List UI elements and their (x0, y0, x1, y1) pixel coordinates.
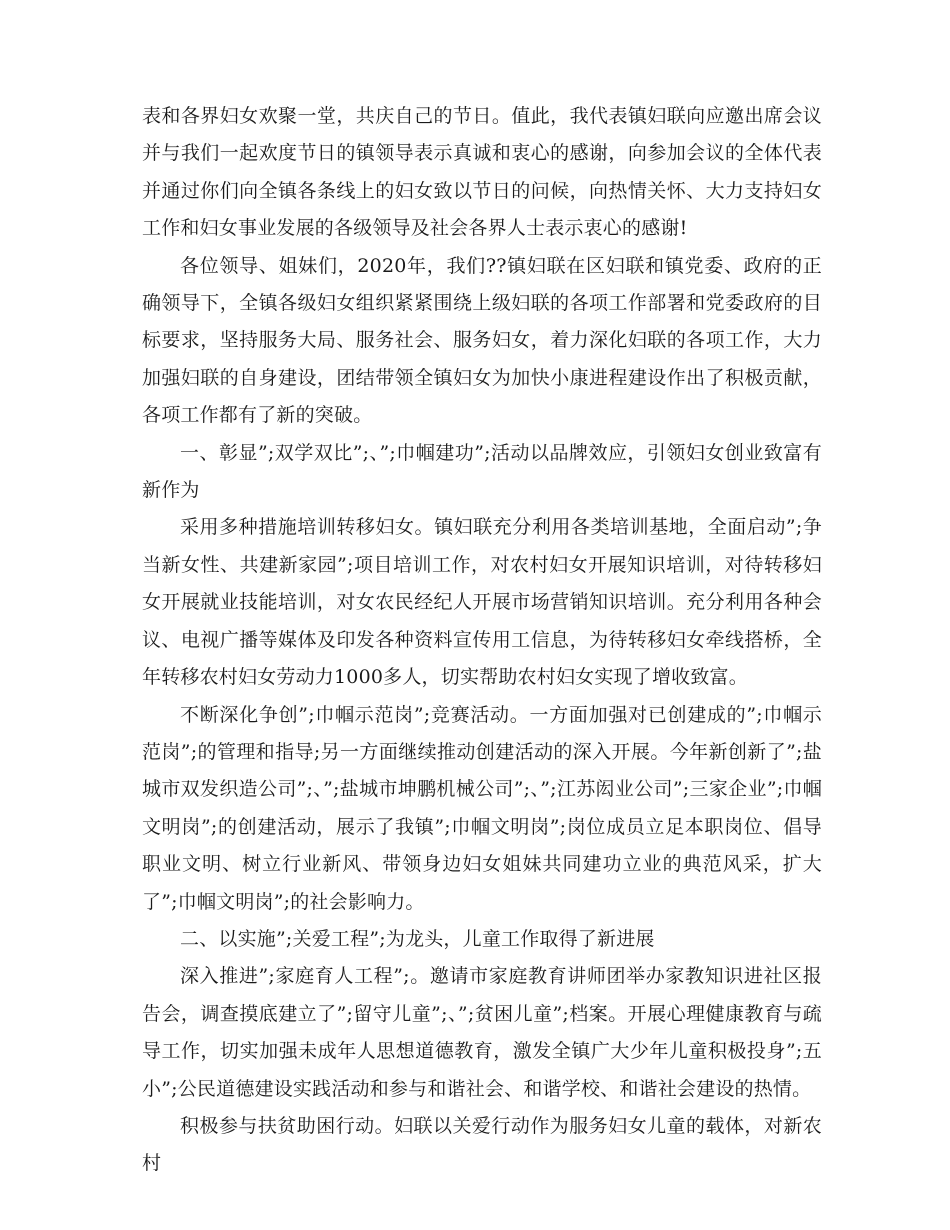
paragraph-training: 采用多种措施培训转移妇女。镇妇联充分利用各类培训基地，全面启动”;争当新女性、共建新家园”;项目培训工作，对农村妇女开展知识培训，对待转移妇女开展就业技能培训，对女农民经纪人开展市场营销知识培训。充分利用各种会议、电视广播等媒体及印发各种资料宣传用工信息，为待转移妇女牵线搭桥，全年转移农村妇女劳动力1000多人，切实帮助农村妇女实现了增收致富。 (142, 516, 822, 689)
paragraph-model-posts: 不断深化争创”;巾帼示范岗”;竞赛活动。一方面加强对已创建成的”;巾帼示范岗”;的管理和指导;另一方面继续推动创建活动的深入开展。今年新创新了”;盐城市双发织造公司”;、”;盐城市坤鹏机械公司”;、”;江苏闳业公司”;三家企业”;巾帼文明岗”;的创建活动，展示了我镇”;巾帼文明岗”;岗位成员立足本职岗位、倡导职业文明、树立行业新风、带领身边妇女姐妹共同建功立业的典范风采，扩大了”;巾帼文明岗”;的社会影响力。 (142, 703, 822, 913)
paragraph-family-education: 深入推进”;家庭育人工程”;。邀请市家庭教育讲师团举办家教知识进社区报告会，调查摸底建立了”;留守儿童”;、”;贫困儿童”;档案。开展心理健康教育与疏导工作，切实加强未成年人思想道德教育，激发全镇广大少年儿童积极投身”;五小”;公民道德建设实践活动和参与和谐社会、和谐学校、和谐社会建设的热情。 (142, 965, 822, 1100)
paragraph-thanks: 表和各界妇女欢聚一堂，共庆自己的节日。值此，我代表镇妇联向应邀出席会议并与我们一起欢度节日的镇领导表示真诚和衷心的感谢，向参加会议的全体代表并通过你们向全镇各条线上的妇女致以节日的问候，向热情关怀、大力支持妇女工作和妇女事业发展的各级领导及社会各界人士表示衷心的感谢! (142, 105, 822, 240)
paragraph-poverty-relief: 积极参与扶贫助困行动。妇联以关爱行动作为服务妇女儿童的载体，对新农村 (142, 1114, 822, 1175)
section-heading-2: 二、以实施”;关爱工程”;为龙头，儿童工作取得了新进展 (180, 927, 655, 950)
document-body (142, 98, 822, 1183)
paragraph-2020-summary: 各位领导、姐妹们，2020年，我们??镇妇联在区妇联和镇党委、政府的正确领导下，全镇各级妇女组织紧紧围绕上级妇联的各项工作部署和党委政府的目标要求，坚持服务大局、服务社会、服务妇女，着力深化妇联的各项工作，大力加强妇联的自身建设，团结带领全镇妇女为加快小康进程建设作出了积极贡献，各项工作都有了新的突破。 (142, 254, 822, 427)
section-heading-1: 一、彰显”;双学双比”;、”;巾帼建功”;活动以品牌效应，引领妇女创业致富有新作为 (142, 441, 822, 502)
